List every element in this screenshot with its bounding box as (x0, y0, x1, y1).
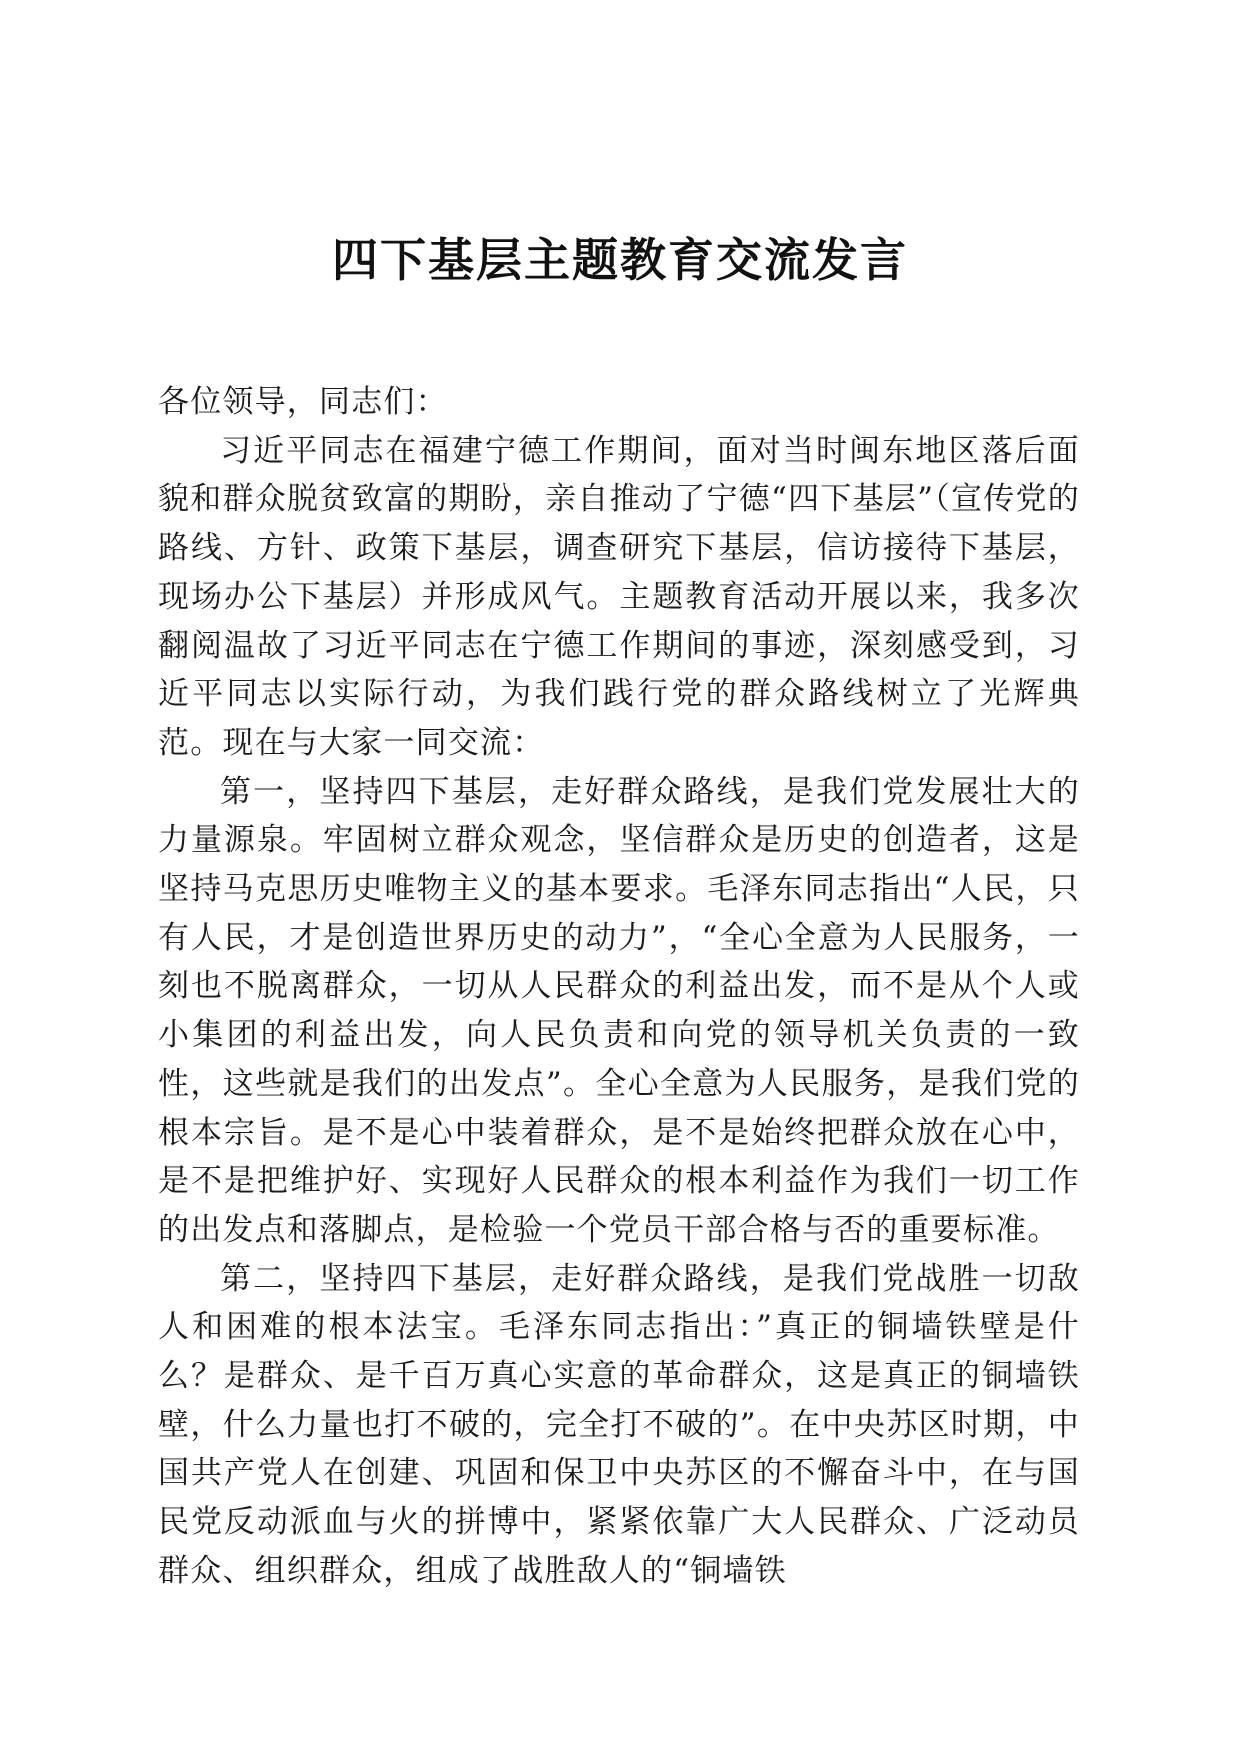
paragraph-intro: 习近平同志在福建宁德工作期间，面对当时闽东地区落后面貌和群众脱贫致富的期盼，亲自推动了宁德“四下基层”（宣传党的路线、方针、政策下基层，调查研究下基层，信访接待下基层，现场办公下基层）并形成风气。主题教育活动开展以来，我多次翻阅温故了习近平同志在宁德工作期间的事迹，深刻感受到，习近平同志以实际行动，为我们践行党的群众路线树立了光辉典范。现在与大家一同交流： (158, 432, 1080, 761)
document-body (158, 378, 1080, 1596)
paragraph-point-one: 第一，坚持四下基层，走好群众路线，是我们党发展壮大的力量源泉。牢固树立群众观念，坚信群众是历史的创造者，这是坚持马克思历史唯物主义的基本要求。毛泽东同志指出“人民，只有人民，才是创造世界历史的动力”，“全心全意为人民服务，一刻也不脱离群众，一切从人民群众的利益出发，而不是从个人或小集团的利益出发，向人民负责和向党的领导机关负责的一致性，这些就是我们的出发点”。全心全意为人民服务，是我们党的根本宗旨。是不是心中装着群众，是不是始终把群众放在心中，是不是把维护好、实现好人民群众的根本利益作为我们一切工作的出发点和落脚点，是检验一个党员干部合格与否的重要标准。 (158, 773, 1080, 1248)
paragraph-point-two: 第二，坚持四下基层，走好群众路线，是我们党战胜一切敌人和困难的根本法宝。毛泽东同志指出：”真正的铜墙铁壁是什么？是群众、是千百万真心实意的革命群众，这是真正的铜墙铁壁，什么力量也打不破的，完全打不破的”。在中央苏区时期，中国共产党人在创建、巩固和保卫中央苏区的不懈奋斗中，在与国民党反动派血与火的拼博中，紧紧依靠广大人民群众、广泛动员群众、组织群众，组成了战胜敌人的“铜墙铁 (158, 1260, 1080, 1589)
document-title: 四下基层主题教育交流发言 (332, 233, 908, 287)
salutation: 各位领导，同志们： (158, 384, 448, 420)
